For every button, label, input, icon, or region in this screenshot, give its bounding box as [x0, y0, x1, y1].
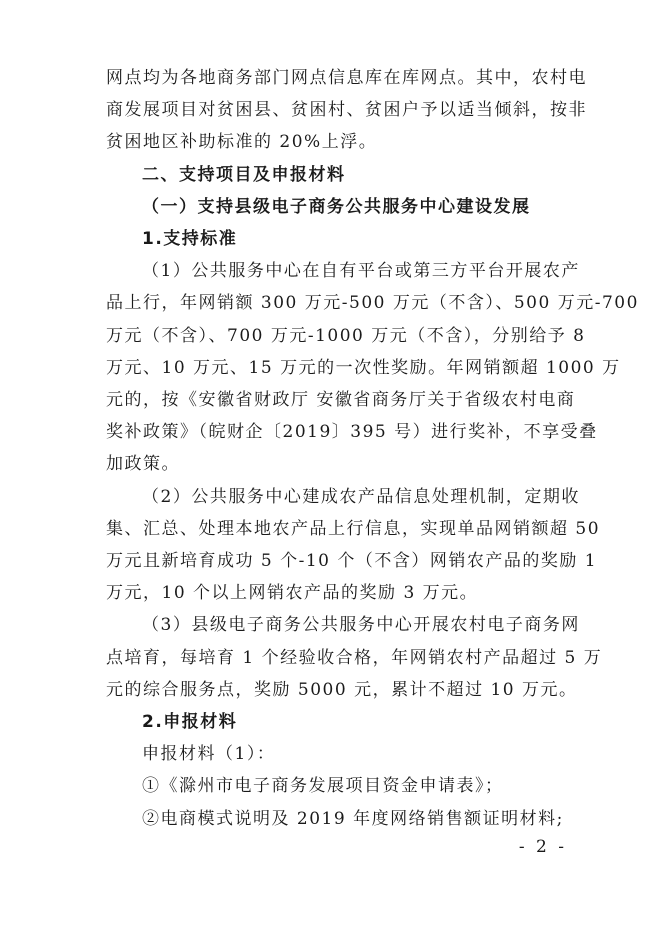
body-line: 贫困地区补助标准的 20%上浮。	[106, 132, 378, 153]
paragraph-start: 申报材料（1）：	[142, 744, 276, 765]
body-line: 元的综合服务点，奖励 5000 元，累计不超过 10 万元。	[106, 679, 578, 700]
body-line: 万元，10 个以上网销农产品的奖励 3 万元。	[106, 583, 479, 604]
body-line: 万元且新培育成功 5 个-10 个（不含）网销农产品的奖励 1	[106, 551, 598, 572]
body-line: 万元（不含）、700 万元-1000 万元（不含），分别给予 8	[106, 325, 586, 346]
body-line: 点培育，每培育 1 个经验收合格，年网销农村产品超过 5 万	[106, 647, 603, 668]
body-line: 网点均为各地商务部门网点信息库在库网点。其中，农村电	[106, 68, 587, 88]
body-line: 元的，按《安徽省财政厅 安徽省商务厅关于省级农村电商	[106, 390, 576, 411]
list-item: ①《滁州市电子商务发展项目资金申请表》；	[142, 776, 504, 797]
item-heading: 1.支持标准	[142, 229, 238, 250]
list-item: ②电商模式说明及 2019 年度网络销售额证明材料;	[142, 808, 564, 829]
body-line: 加政策。	[106, 454, 180, 475]
paragraph-start: （2）公共服务中心建成农产品信息处理机制，定期收	[142, 486, 580, 507]
page-number: - 2 -	[518, 837, 567, 857]
body-line: 品上行，年网销额 300 万元-500 万元（不含）、500 万元-700	[106, 293, 639, 314]
body-line: 集、汇总、处理本地农产品上行信息，实现单品网销额超 50	[106, 518, 601, 539]
item-heading: 2.申报材料	[142, 712, 238, 733]
paragraph-start: （1）公共服务中心在自有平台或第三方平台开展农产	[142, 261, 580, 282]
body-line: 商发展项目对贫困县、贫困村、贫困户予以适当倾斜，按非	[106, 100, 587, 121]
subsection-heading: （一）支持县级电子商务公共服务中心建设发展	[142, 196, 531, 217]
paragraph-start: （3）县级电子商务公共服务中心开展农村电子商务网	[142, 615, 580, 636]
body-line: 万元、10 万元、15 万元的一次性奖励。年网销额超 1000 万	[106, 357, 621, 378]
body-line: 奖补政策》（皖财企〔2019〕395 号）进行奖补，不享受叠	[106, 422, 598, 443]
section-heading: 二、支持项目及申报材料	[142, 164, 346, 185]
